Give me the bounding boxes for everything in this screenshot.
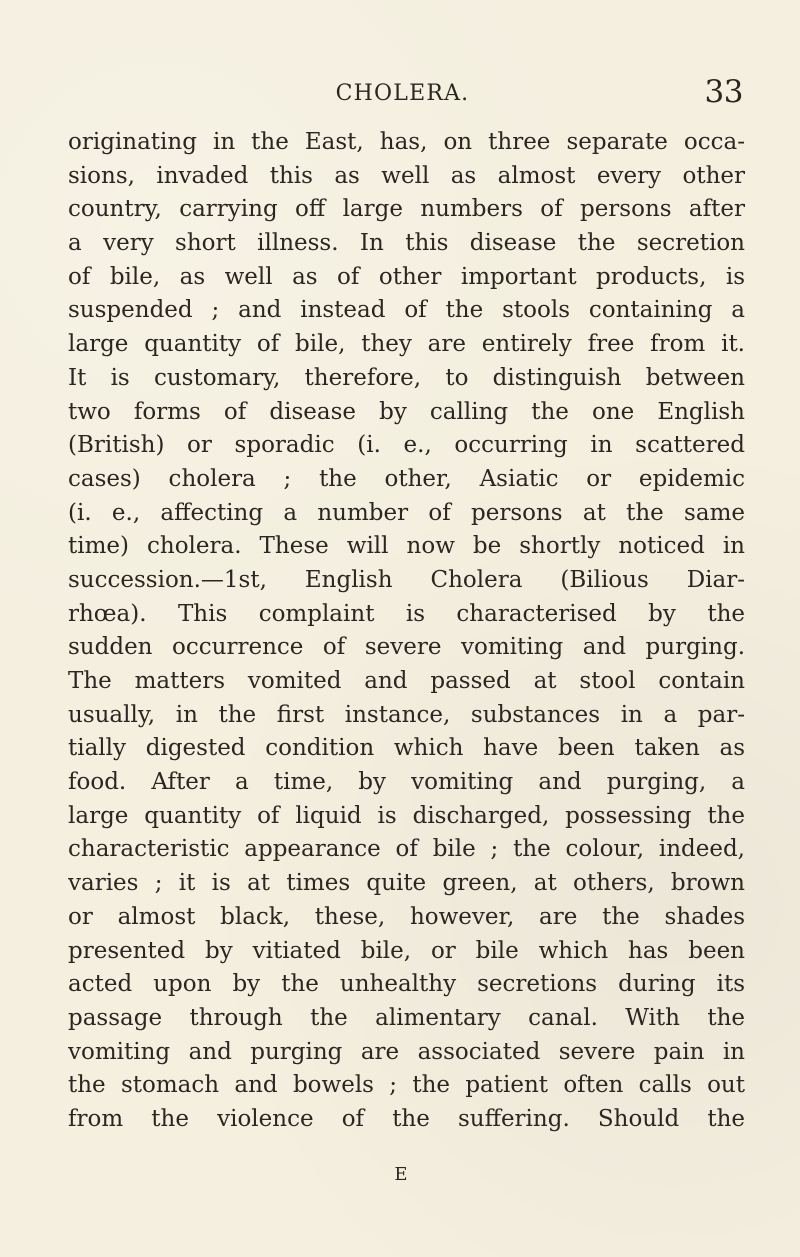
running-head	[0, 74, 800, 110]
text-line: suspended ; and instead of the stools containing a	[68, 297, 745, 324]
text-line: characteristic appearance of bile ; the colour, indeed,	[68, 836, 745, 863]
text-line: large quantity of bile, they are entirely free from it.	[68, 331, 745, 358]
body-text	[68, 126, 745, 1137]
text-line: passage through the alimentary canal. With the	[68, 1004, 745, 1031]
text-line: time) cholera. These will now be shortly noticed in	[68, 533, 745, 560]
paper-speck	[238, 1093, 240, 1095]
text-line: from the violence of the suffering. Should the	[68, 1105, 745, 1132]
paper-speck	[613, 612, 616, 614]
text-line: usually, in the first instance, substances in a par-	[68, 701, 745, 728]
text-line: presented by vitiated bile, or bile which has been	[68, 937, 745, 964]
text-line: or almost black, these, however, are the shades	[68, 903, 745, 930]
text-line: The matters vomited and passed at stool contain	[68, 668, 745, 694]
text-line: (British) or sporadic (i. e., occurring in scattered	[68, 432, 745, 459]
text-line: rhœa). This complaint is characterised by the	[68, 600, 745, 627]
text-line: country, carrying off large numbers of persons after	[68, 196, 745, 223]
text-line: cases) cholera ; the other, Asiatic or epidemic	[68, 465, 745, 492]
text-line: the stomach and bowels ; the patient often calls out	[68, 1072, 745, 1099]
page-number: 33	[704, 74, 743, 110]
text-line: vomiting and purging are associated severe pain in	[68, 1038, 745, 1065]
text-line: It is customary, therefore, to distinguish between	[68, 364, 745, 391]
text-line: (i. e., affecting a number of persons at the same	[68, 499, 745, 526]
text-line: tially digested condition which have been taken as	[68, 735, 745, 762]
text-line: food. After a time, by vomiting and purging, a	[68, 769, 745, 796]
signature-mark: E	[394, 1164, 408, 1185]
text-line: sudden occurrence of severe vomiting and purging.	[68, 634, 745, 661]
text-line: sions, invaded this as well as almost every other	[68, 162, 745, 189]
text-line: acted upon by the unhealthy secretions during its	[68, 971, 745, 998]
text-line: two forms of disease by calling the one English	[68, 398, 745, 425]
text-line: of bile, as well as of other important products, is	[68, 263, 745, 290]
text-line: varies ; it is at times quite green, at others, brown	[68, 870, 745, 897]
text-line: a very short illness. In this disease the secretion	[68, 230, 745, 257]
page-header-title: CHOLERA.	[335, 81, 470, 106]
text-line: originating in the East, has, on three separate occa-	[68, 129, 745, 155]
text-line: large quantity of liquid is discharged, possessing the	[68, 802, 745, 829]
paper-speck	[121, 271, 123, 273]
text-line: succession.—1st, English Cholera (Bilious Diar-	[68, 566, 745, 593]
